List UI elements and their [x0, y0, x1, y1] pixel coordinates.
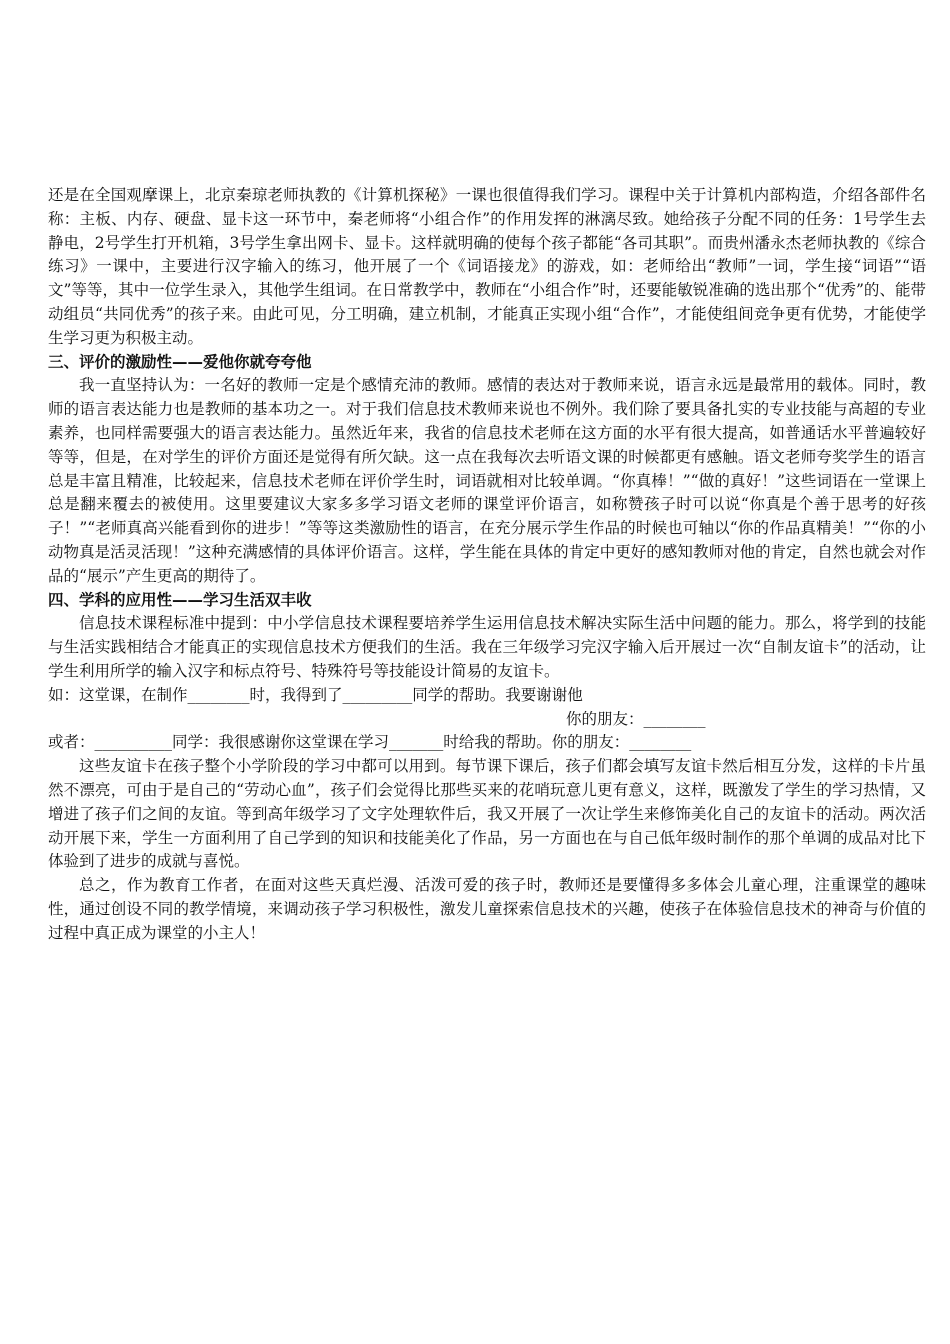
paragraph-application: 信息技术课程标准中提到：中小学信息技术课程要培养学生运用信息技术解决实际生活中问题的能力。那么，将学到的技能与生活实践相结合才能真正的实现信息技术方便我们的生活。我在三年级学习完汉字输入后开展过一次“自制友谊卡”的活动，让学生利用所学的输入汉字和标点符号、特殊符号等技能设计简易的友谊卡。	[48, 614, 926, 680]
paragraph-friendship-cards: 这些友谊卡在孩子整个小学阶段的学习中都可以用到。每节课下课后，孩子们都会填写友谊卡然后相互分发，这样的卡片虽然不漂亮，可由于是自己的“劳动心血”，孩子们会觉得比那些买来的花哨玩意儿更有意义，这样，既激发了学生的学习热情，又增进了孩子们之间的友谊。等到高年级学习了文字处理软件后，我又开展了一次让学生来修饰美化自己的友谊卡的活动。两次活动开展下来，学生一方面利用了自己学到的知识和技能美化了作品，另一方面也在与自己低年级时制作的那个单调的成品对比下体验到了进步的成就与喜悦。	[48, 757, 926, 871]
example-card-1: 如：这堂课，在制作________时，我得到了_________同学的帮助。我要谢谢他	[48, 685, 583, 704]
paragraph-evaluation: 我一直坚持认为：一名好的教师一定是个感情充沛的教师。感情的表达对于教师来说，语言永远是最常用的载体。同时，教师的语言表达能力也是教师的基本功之一。对于我们信息技术教师来说也不例外。我们除了要具备扎实的专业技能与高超的专业素养，也同样需要强大的语言表达能力。虽然近年来，我省的信息技术老师在这方面的水平有很大提高，如普通话水平普遍较好等等，但是，在对学生的评价方面还是觉得有所欠缺。这一点在我每次去听语文课的时候都更有感触。语文老师夸奖学生的语言总是丰富且精准，比较起来，信息技术老师在评价学生时，词语就相对比较单调。“你真棒！”“做的真好！”这些词语在一堂课上总是翻来覆去的被使用。这里要建议大家多多学习语文老师的课堂评价语言，如称赞孩子时可以说“你真是个善于思考的好孩子！”“老师真高兴能看到你的进步！”等等这类激励性的语言，在充分展示学生作品的时候也可轴以“你的作品真精美！”“你的小动物真是活灵活现！”这种充满感情的具体评价语言。这样，学生能在具体的肯定中更好的感知教师对他的肯定，自然也就会对作品的“展示”产生更高的期待了。	[48, 376, 926, 585]
section-heading-4: 四、学科的应用性——学习生活双丰收	[48, 590, 312, 609]
example-card-1-signature: 你的朋友：________	[566, 709, 706, 728]
paragraph-continued: 还是在全国观摩课上，北京秦琼老师执教的《计算机探秘》一课也很值得我们学习。课程中关于计算机内部构造，介绍各部件名称：主板、内存、硬盘、显卡这一环节中，秦老师将“小组合作”的作用发挥的淋漓尽致。她给孩子分配不同的任务：1号学生去静电，2号学生打开机箱，3号学生拿出网卡、显卡。这样就明确的使每个孩子都能“各司其职”。而贵州潘永杰老师执教的《综合练习》一课中，主要进行汉字输入的练习，他开展了一个《词语接龙》的游戏，如：老师给出“教师”一词，学生接“词语”“语文”等等，其中一位学生录入，其他学生组词。在日常教学中，教师在“小组合作”时，还要能敏锐准确的选出那个“优秀”的、能带动组员“共同优秀”的孩子来。由此可见，分工明确，建立机制，才能真正实现小组“合作”，才能使组间竞争更有优势，才能使学生学习更为积极主动。	[48, 186, 926, 347]
document-body	[48, 184, 926, 946]
paragraph-conclusion: 总之，作为教育工作者，在面对这些天真烂漫、活泼可爱的孩子时，教师还是要懂得多多体会儿童心理，注重课堂的趣味性，通过创设不同的教学情境，来调动孩子学习积极性，激发儿童探索信息技术的兴趣，使孩子在体验信息技术的神奇与价值的过程中真正成为课堂的小主人！	[48, 876, 926, 942]
example-card-2: 或者：__________同学：我很感谢你这堂课在学习_______时给我的帮助。你的朋友：________	[48, 733, 692, 752]
section-heading-3: 三、评价的激励性——爱他你就夸夸他	[48, 352, 312, 371]
